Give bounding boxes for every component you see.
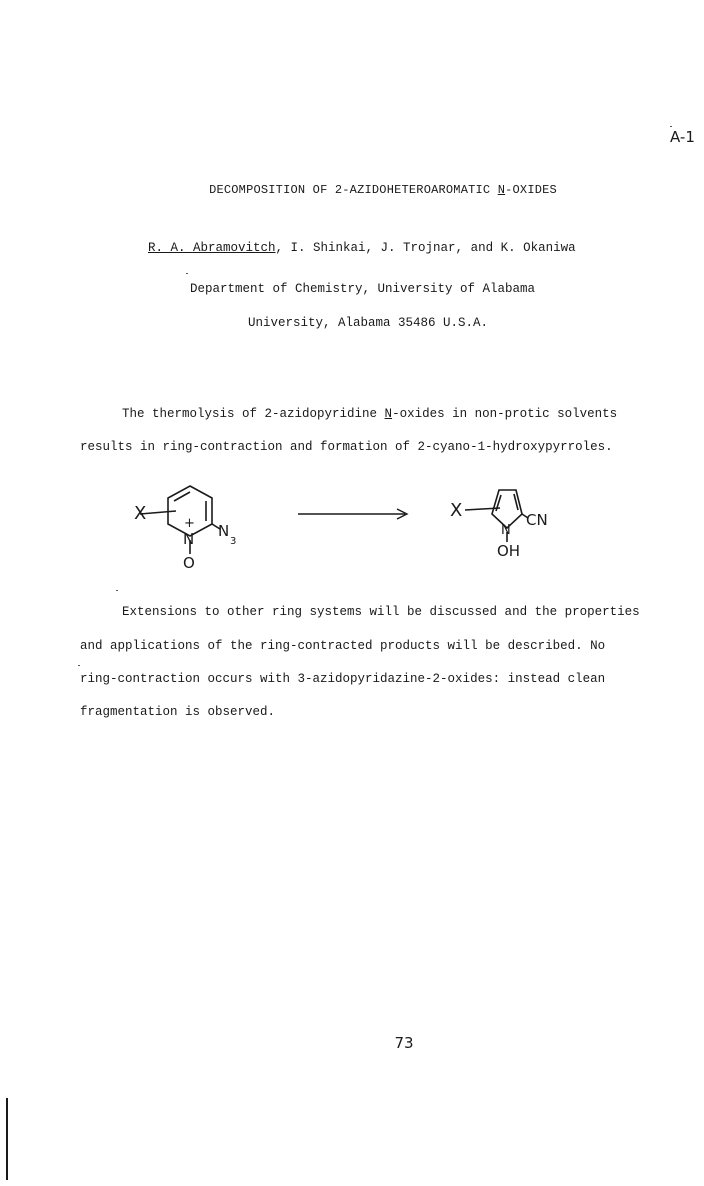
abstract-paragraph-2-line-4: fragmentation is observed. — [80, 705, 276, 719]
abstract-paragraph-2-line-3: ring-contraction occurs with 3-azidopyridazine-2-oxides: instead clean — [80, 672, 606, 686]
product-substituent-bond — [465, 508, 500, 510]
scan-edge-rule — [6, 1098, 8, 1180]
title-prefix: DECOMPOSITION OF 2-AZIDOHETEROAROMATIC — [209, 183, 498, 197]
reactant-x: X — [134, 503, 147, 524]
address-line: University, Alabama 35486 U.S.A. — [248, 316, 489, 330]
department-line: Department of Chemistry, University of Alabama — [190, 282, 536, 296]
product-structure — [465, 490, 528, 542]
reactant-azide-n: N — [218, 522, 230, 540]
reactant-charge: + — [184, 516, 195, 531]
title-suffix: -OXIDES — [505, 183, 557, 197]
abstract-paragraph-1-line-1 — [122, 407, 617, 421]
p1-line1-prefix: The thermolysis of 2-azidopyridine — [122, 407, 385, 421]
product-x: X — [450, 500, 463, 521]
abstract-paragraph-2-line-2: and applications of the ring-contracted products will be described. No — [80, 639, 606, 653]
title-underlined-n: N — [497, 183, 506, 197]
reaction-scheme — [120, 470, 580, 580]
scan-speck — [186, 273, 188, 274]
abstract-paragraph-1-line-2: results in ring-contraction and formation of 2-cyano-1-hydroxypyrroles. — [80, 440, 613, 454]
presenting-author: R. A. Abramovitch — [148, 241, 276, 255]
page-number: 73 — [394, 1034, 414, 1052]
page-label: A-1 — [670, 128, 695, 146]
product-oh: OH — [497, 542, 521, 560]
co-authors: , I. Shinkai, J. Trojnar, and K. Okaniwa — [275, 241, 576, 255]
product-cn: CN — [526, 511, 548, 529]
scan-speck — [78, 665, 80, 666]
p1-underlined-n: N — [384, 407, 393, 421]
product-ring-n: N — [501, 523, 511, 538]
paper-title — [0, 183, 704, 197]
reactant-ring-n: N — [183, 530, 195, 548]
reactant-structure — [140, 486, 220, 554]
author-list — [148, 241, 576, 255]
scan-speck — [670, 126, 672, 127]
abstract-paragraph-2-line-1: Extensions to other ring systems will be discussed and the properties — [122, 605, 640, 619]
reaction-arrow — [298, 509, 407, 519]
reactant-oxide-o: O — [183, 554, 195, 572]
p1-line1-suffix: -oxides in non-protic solvents — [392, 407, 618, 421]
reactant-azide-subscript: 3 — [230, 536, 237, 547]
scan-speck — [116, 590, 118, 591]
